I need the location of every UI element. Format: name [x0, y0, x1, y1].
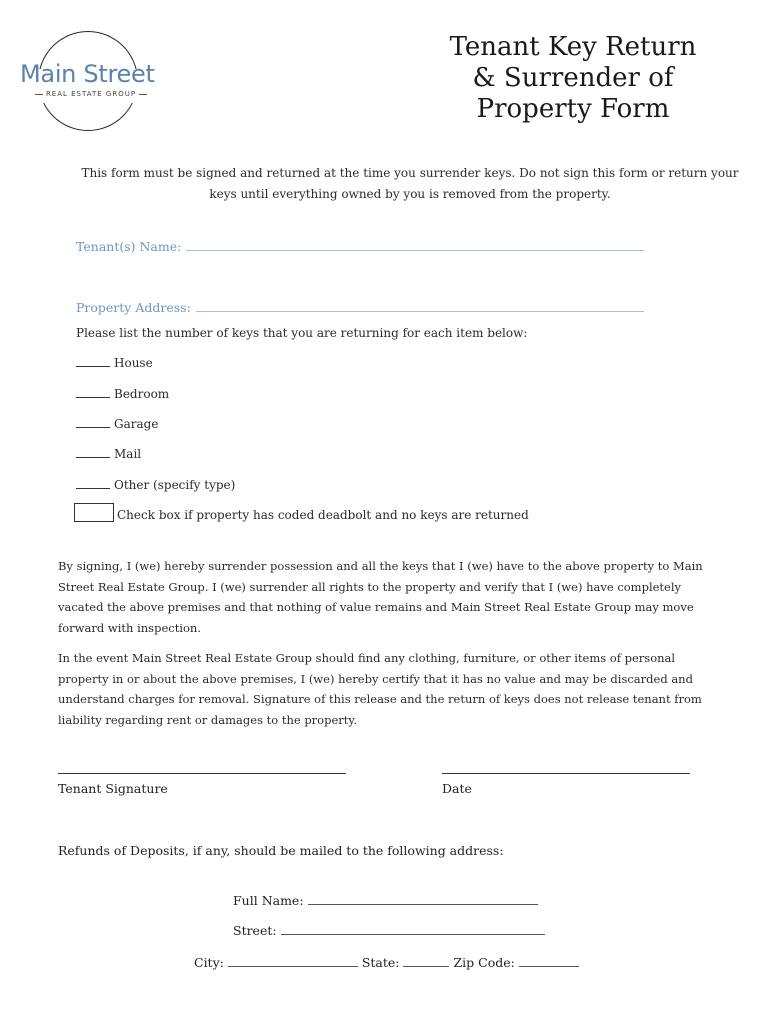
refund-instruction: Refunds of Deposits, if any, should be mailed to the following address: — [58, 843, 504, 858]
tenant-name-row — [76, 236, 644, 255]
state-label: State: — [361, 955, 400, 970]
keys-instruction: Please list the number of keys that you are returning for each item below: — [76, 326, 528, 340]
key-item-house: House — [76, 356, 153, 370]
street-field[interactable] — [281, 934, 545, 935]
city-state-zip-row — [194, 955, 579, 970]
property-address-row — [76, 297, 644, 316]
full-name-label: Full Name: — [233, 893, 304, 908]
logo-brand-text: Main Street — [20, 60, 155, 88]
tenant-signature-field[interactable] — [58, 773, 346, 774]
property-items-paragraph: In the event Main Street Real Estate Group should find any clothing, furniture, or other items of personal property in or about the above premises, I (we) hereby certify that it has no value and may be discarded and understand charges for removal. Signature of this release and the return of keys does not release tenant from liability regarding rent or damages to the property. — [58, 651, 702, 728]
property-address-label: Property Address: — [76, 300, 191, 315]
deadbolt-checkbox-label: Check box if property has coded deadbolt and no keys are returned — [117, 508, 529, 522]
page-title: Tenant Key Return & Surrender of Property Form — [449, 32, 697, 124]
city-field[interactable] — [228, 966, 358, 967]
full-name-row — [233, 893, 538, 908]
street-label: Street: — [233, 923, 277, 938]
tenant-name-field[interactable] — [186, 250, 644, 251]
key-item-garage: Garage — [76, 417, 158, 431]
street-row — [233, 923, 545, 938]
key-item-bedroom: Bedroom — [76, 387, 169, 401]
intro-text: This form must be signed and returned at the time you surrender keys. Do not sign this form or return your keys until everything owned by you is removed from the property. — [81, 166, 739, 201]
date-field[interactable] — [442, 773, 690, 774]
key-item-mail: Mail — [76, 447, 141, 461]
tenant-name-label: Tenant(s) Name: — [76, 239, 182, 254]
zip-field[interactable] — [519, 966, 579, 967]
deadbolt-checkbox[interactable] — [74, 503, 114, 522]
surrender-paragraph: By signing, I (we) hereby surrender possession and all the keys that I (we) have to the above property to Main Street Real Estate Group. I (we) surrender all rights to the property and verify that I (we) have completely vacated the above premises and that nothing of value remains and Main Street Real Estate Group may move forward with inspection. — [58, 559, 703, 636]
full-name-field[interactable] — [308, 904, 538, 905]
key-count-field[interactable] — [76, 427, 110, 428]
zip-label: Zip Code: — [453, 955, 515, 970]
property-address-field[interactable] — [196, 311, 644, 312]
date-label: Date — [442, 781, 472, 796]
state-field[interactable] — [403, 966, 449, 967]
tenant-signature-label: Tenant Signature — [58, 781, 168, 796]
key-count-field[interactable] — [76, 366, 110, 367]
key-count-field[interactable] — [76, 488, 110, 489]
key-item-other: Other (specify type) — [76, 478, 235, 492]
key-count-field[interactable] — [76, 457, 110, 458]
city-label: City: — [194, 955, 224, 970]
key-count-field[interactable] — [76, 397, 110, 398]
logo-tagline: REAL ESTATE GROUP — [22, 90, 160, 98]
